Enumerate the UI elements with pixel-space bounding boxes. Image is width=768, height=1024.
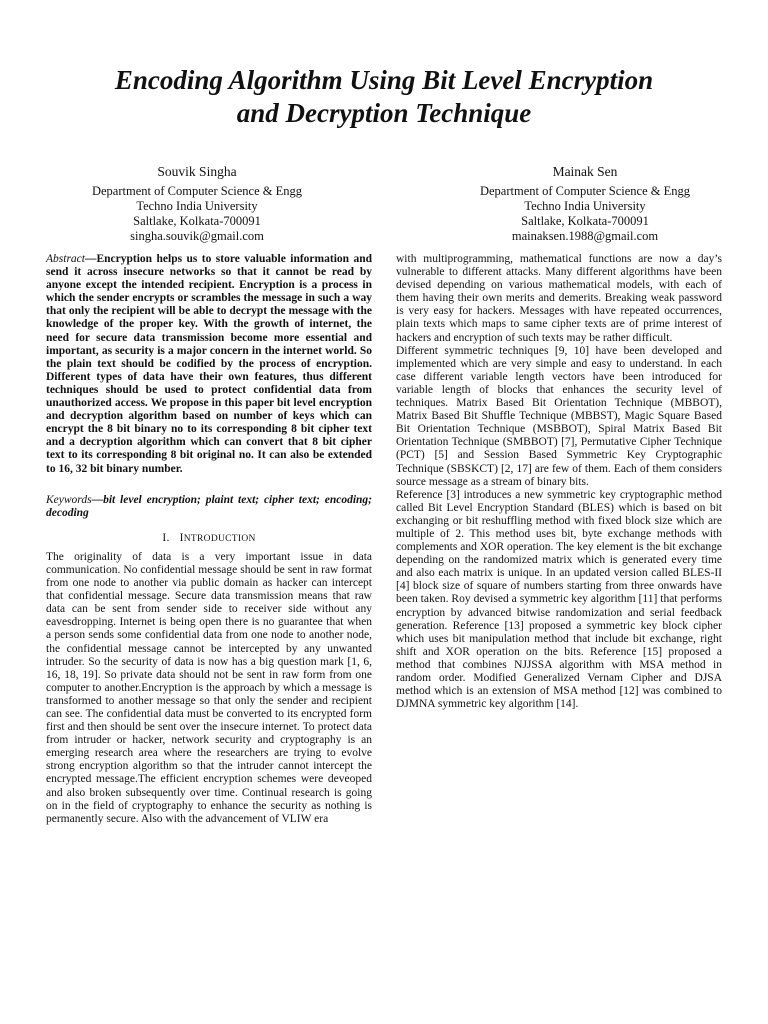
section-heading xyxy=(46,532,372,546)
author-email: mainaksen.1988@gmail.com xyxy=(511,229,659,243)
keywords xyxy=(46,494,372,520)
keywords-text: —bit level encryption; plaint text; cipher text; encoding; decoding xyxy=(46,493,372,519)
author-address: Saltlake, Kolkata-700091 xyxy=(521,214,649,228)
author-email: singha.souvik@gmail.com xyxy=(130,229,264,243)
intro-paragraph: The originality of data is a very important issue in data communication. No confidential message should be sent in raw format from one node to another via public domain as hacker can intercept that confidential message. Secure data transmission means that raw data can be sent from sender side to receiver side without any eavesdropping. Internet is being open there is no guarantee that when a person sends some confidential data from one node to another node, the confidential message cannot be intercepted by any unwanted intruder. So the security of data is now has a big question mark [1, 6, 16, 18, 19]. So private data should not be sent in raw form from one computer to another.Encryption is the approach by which a message is transformed to another message so that only the sender and recipient can see. The confidential data must be converted to its encrypted form first and then should be sent over the insecure internet. To protect data from intruder or hacker, network security and cryptography is an emerging research area where the researchers are trying to evolve strong encryption algorithm so that the intruder cannot intercept the encrypted message.The efficient encryption schemes were deveoped and also broken subsequently over time. Continual research is going on in the field of cryptography to enhance the security as nothing is permanently secure. Also with the advancement of VLIW era xyxy=(46,550,372,825)
body-paragraph: Different symmetric techniques [9, 10] have been developed and implemented which are very simple and easy to understand. In each case different variable length vectors have been introduced for variable length of blocks that enhances the security level of techniques. Matrix Based Bit Orientation Technique (MBBOT), Matrix Based Bit Shuffle Technique (MBBST), Magic Square Based Bit Orientation Technique (MSBBOT), Spiral Matrix Based Bit Orientation Technique (SMBBOT) [7], Permutative Cipher Technique (PCT) [5] and Session Based Symmetric Key Cryptographic Technique (SBSKCT) [2, 17] are few of them. Each of them considers source message as a stream of binary bits. xyxy=(396,344,722,488)
title-line-2: and Decryption Technique xyxy=(236,98,532,128)
abstract-text: —Encryption helps us to store valuable information and send it across insecure networks so that it cannot be read by anyone except the intended recipient. Encryption is a process in which the sender encrypts or scrambles the message in such a way that only the recipient will be able to decrypt the message with the knowledge of the proper key. With the growth of internet, the need for secure data transmission become more essential and important, as security is a major concern in the internet world. So the plain text should be codified by the process of encryption. Different types of data have their own features, thus different techniques should be used to protect confidential data from unauthorized access. We propose in this paper bit level encryption and decryption algorithm based on number of keys which can encrypt the 8 bit binary no to its corresponding 8 bit cipher text and a decryption algorithm which can convert that 8 bit cipher text to its corresponding 8 bit original no. It can also be extended to 16, 32 bit binary number. xyxy=(46,253,372,475)
paper-title xyxy=(40,64,728,130)
author-department: Department of Computer Science & Engg xyxy=(91,184,302,198)
left-column xyxy=(46,253,372,826)
author-university: Techno India University xyxy=(524,199,646,213)
title-line-1: Encoding Algorithm Using Bit Level Encryption xyxy=(114,65,654,95)
section-heading-rest: NTRODUCTION xyxy=(183,533,256,544)
keywords-label: Keywords xyxy=(46,493,92,506)
body-paragraph: Reference [3] introduces a new symmetric key cryptographic method called Bit Level Encryption Standard (BLES) which is based on bit exchanging or bit reshuffling method with fixed block size which are multiple of 2. This method uses bit, byte exchange methods with complements and XOR operation. The key element is the bit exchange depending on the randomized matrix which is generated every time and also each matrix is unique. In an updated version called BLES-II [4] block size of square of numbers starting from three onwards have been taken. Roy devised a symmetric key algorithm [11] that performs encryption by advanced bitwise randomization and serial feedback generation. Reference [13] proposed a symmetric key block cipher which uses bit manipulation method that include bit exchange, right shift and XOR operation on the bits. Reference [15] proposed a method that combines NJJSSA algorithm with MSA method in random order. Modified Generalized Vernam Cipher and DJSA method which is an extension of MSA method [12] was combined to DJMNA symmetric key algorithm [14]. xyxy=(396,488,722,711)
abstract-label: Abstract xyxy=(46,253,85,265)
body-paragraph: with multiprogramming, mathematical functions are now a day’s vulnerable to different attacks. Many different algorithms have been devised depending on various mathematical models, with each of them having their own merits and demerits. Breaking weak password is very easy for hackers. Messages with have repeated occurrences, plain texts which maps to same cipher texts are of prime interest of hackers and encryption of such texts may be rather difficult. xyxy=(396,253,722,344)
right-column xyxy=(396,253,722,711)
author-university: Techno India University xyxy=(136,199,258,213)
author-name: Souvik Singha xyxy=(157,164,237,179)
abstract xyxy=(46,253,372,476)
author-block-1 xyxy=(32,164,362,244)
author-name: Mainak Sen xyxy=(552,164,618,179)
author-block-2 xyxy=(420,164,750,244)
section-heading-initial: I xyxy=(179,531,184,544)
section-number: I. xyxy=(162,531,170,544)
author-address: Saltlake, Kolkata-700091 xyxy=(133,214,261,228)
author-department: Department of Computer Science & Engg xyxy=(479,184,690,198)
